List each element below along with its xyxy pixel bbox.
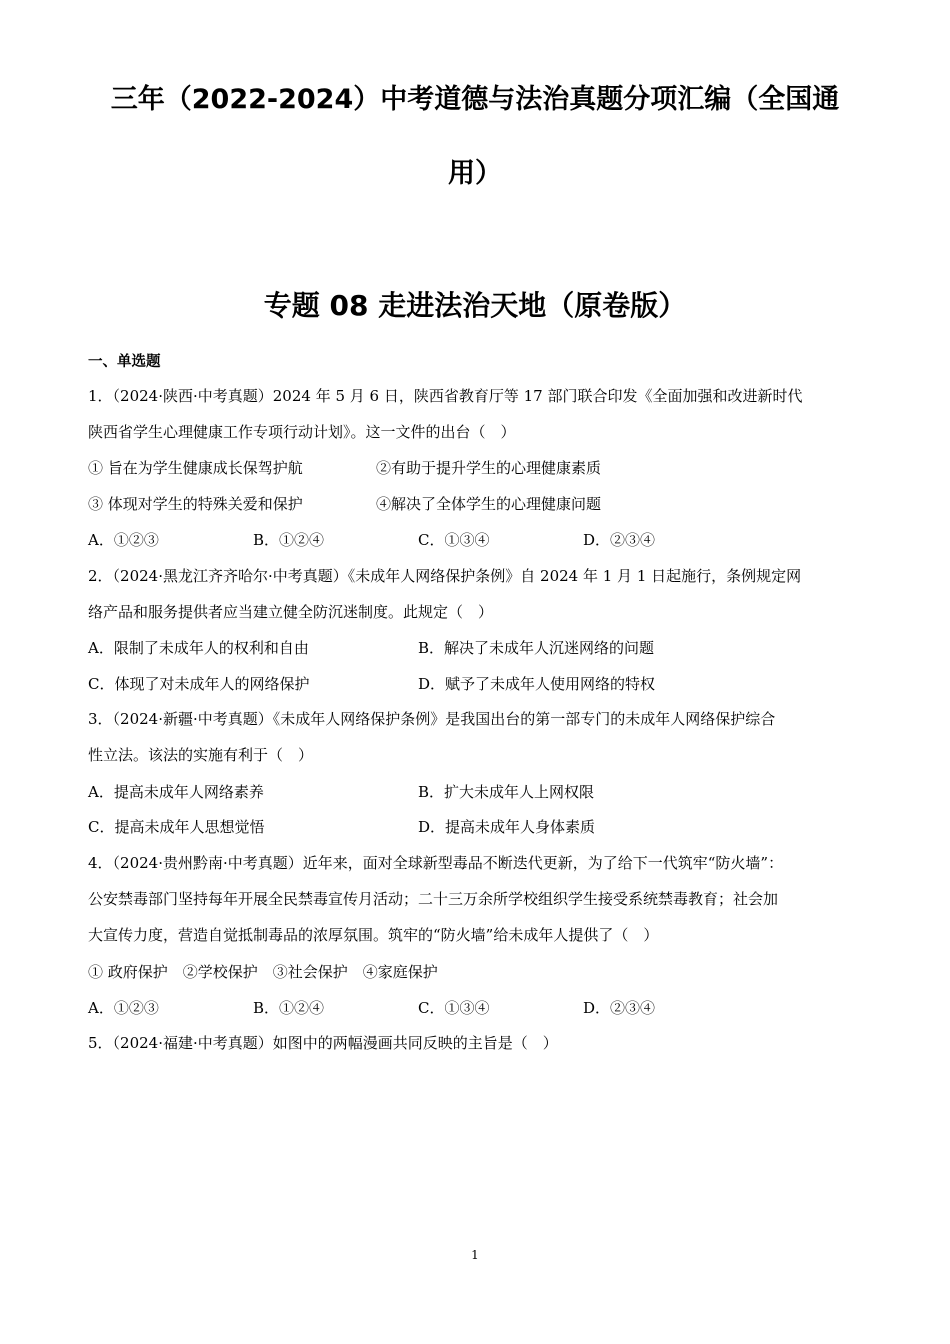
q4-stem-line2: 公安禁毒部门坚持每年开展全民禁毒宣传月活动；二十三万余所学校组织学生接受系统禁毒教育；社会加 bbox=[88, 890, 779, 908]
q4-statements: ① 政府保护 ②学校保护 ③社会保护 ④家庭保护 bbox=[88, 963, 438, 981]
q3-option-a: A．提高未成年人网络素养 bbox=[88, 783, 264, 801]
q3-stem-line1: 3．（2024·新疆·中考真题）《未成年人网络保护条例》是我国出台的第一部专门的未成年人网络保护综合 bbox=[88, 710, 776, 728]
q1-stem-line1: 1．（2024·陕西·中考真题）2024 年 5 月 6 日，陕西省教育厅等 17 部门联合印发《全面加强和改进新时代 bbox=[88, 387, 803, 405]
q1-option-a: A．①②③ bbox=[88, 531, 159, 549]
q4-stem-line1: 4．（2024·贵州黔南·中考真题）近年来，面对全球新型毒品不断迭代更新，为了给下一代筑牢“防火墙”： bbox=[88, 854, 784, 872]
q1-option-d: D．②③④ bbox=[583, 531, 656, 549]
topic-subtitle: 专题 08 走进法治天地（原卷版） bbox=[263, 289, 687, 322]
document-title-line2: 用） bbox=[448, 158, 502, 189]
q4-stem-line3: 大宣传力度，营造自觉抵制毒品的浓厚氛围。筑牢的“防火墙”给未成年人提供了（ ） bbox=[88, 926, 659, 944]
q2-option-d: D．赋予了未成年人使用网络的特权 bbox=[418, 675, 656, 693]
q4-option-b: B．①②④ bbox=[253, 999, 325, 1017]
q2-stem-line1: 2．（2024·黑龙江齐齐哈尔·中考真题）《未成年人网络保护条例》自 2024 年 1 月 1 日起施行，条例规定网 bbox=[88, 567, 802, 585]
q1-option-c: C．①③④ bbox=[418, 531, 490, 549]
q3-option-c: C．提高未成年人思想觉悟 bbox=[88, 818, 265, 836]
q1-statement-3: ③ 体现对学生的特殊关爱和保护 bbox=[88, 495, 303, 513]
q4-option-d: D．②③④ bbox=[583, 999, 656, 1017]
q2-option-c: C．体现了对未成年人的网络保护 bbox=[88, 675, 310, 693]
q3-stem-line2: 性立法。该法的实施有利于（ ） bbox=[88, 746, 314, 764]
q1-statement-4: ④解决了全体学生的心理健康问题 bbox=[376, 495, 602, 513]
q1-statement-1: ① 旨在为学生健康成长保驾护航 bbox=[88, 459, 303, 477]
page-number: 1 bbox=[471, 1248, 479, 1262]
q3-option-b: B．扩大未成年人上网权限 bbox=[418, 783, 595, 801]
q4-option-c: C．①③④ bbox=[418, 999, 490, 1017]
document-title-line1: 三年（2022-2024）中考道德与法治真题分项汇编（全国通 bbox=[110, 84, 840, 115]
section-heading: 一、单选题 bbox=[88, 354, 161, 370]
q2-option-b: B．解决了未成年人沉迷网络的问题 bbox=[418, 639, 655, 657]
q1-statement-2: ②有助于提升学生的心理健康素质 bbox=[376, 459, 602, 477]
q1-option-b: B．①②④ bbox=[253, 531, 325, 549]
q1-stem-line2: 陕西省学生心理健康工作专项行动计划》。这一文件的出台（ ） bbox=[88, 423, 516, 441]
q2-option-a: A．限制了未成年人的权利和自由 bbox=[88, 639, 309, 657]
q3-option-d: D．提高未成年人身体素质 bbox=[418, 818, 596, 836]
q4-option-a: A．①②③ bbox=[88, 999, 159, 1017]
q2-stem-line2: 络产品和服务提供者应当建立健全防沉迷制度。此规定（ ） bbox=[88, 603, 494, 621]
q5-stem-line1: 5．（2024·福建·中考真题）如图中的两幅漫画共同反映的主旨是（ ） bbox=[88, 1034, 558, 1052]
